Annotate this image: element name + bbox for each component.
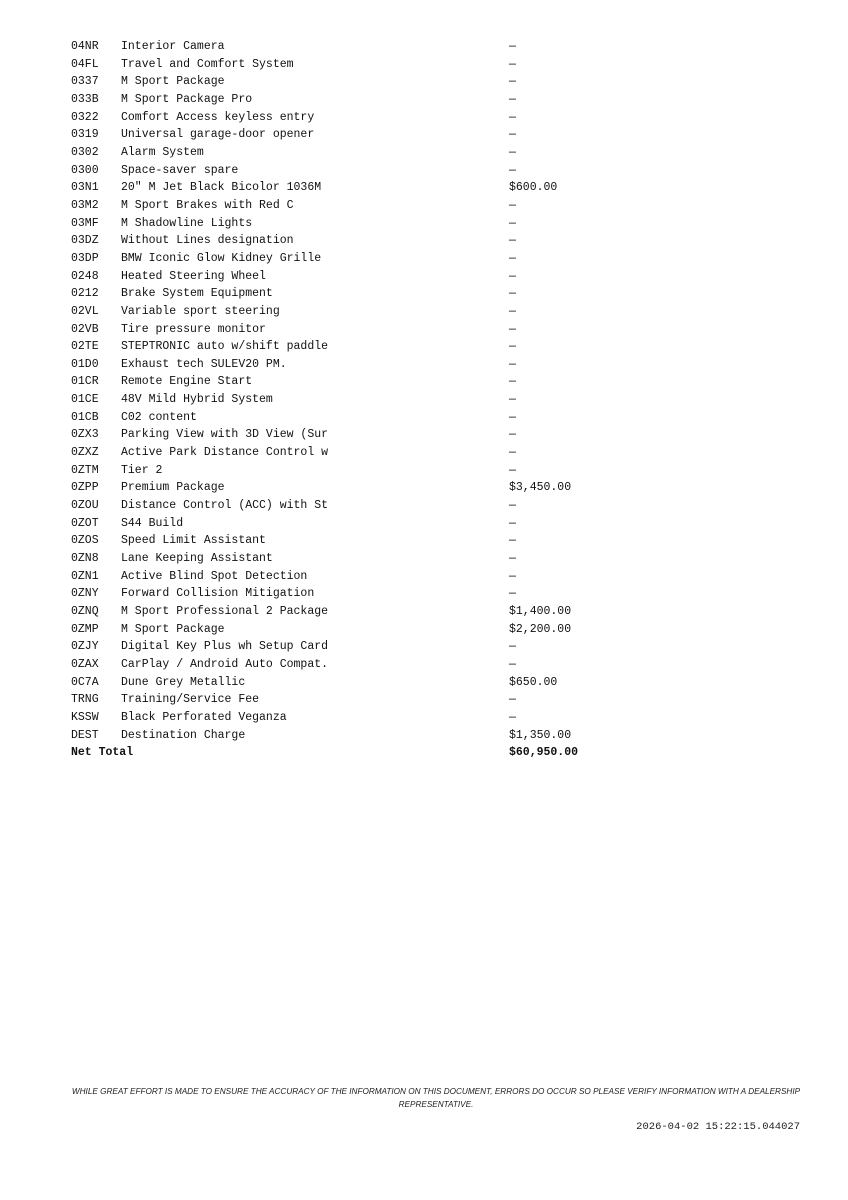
option-code: 03MF (71, 216, 99, 230)
option-price: — (509, 128, 516, 142)
option-row (71, 38, 599, 56)
option-price: — (509, 287, 516, 301)
option-row (71, 444, 599, 462)
option-code: 0319 (71, 128, 99, 142)
option-description: M Sport Package Pro (121, 92, 253, 106)
option-price: — (509, 340, 516, 354)
option-row (71, 674, 599, 692)
option-description: Brake System Equipment (121, 287, 273, 301)
option-description: Tire pressure monitor (121, 322, 266, 336)
option-price: — (509, 657, 516, 671)
option-row (71, 56, 599, 74)
option-code: 0337 (71, 75, 99, 89)
option-price: $600.00 (509, 181, 558, 195)
option-code: 0300 (71, 163, 99, 177)
option-price: — (509, 534, 516, 548)
option-description: M Sport Package (121, 75, 225, 89)
option-code: 03N1 (71, 181, 99, 195)
option-row (71, 603, 599, 621)
option-description: M Sport Professional 2 Package (121, 605, 329, 618)
option-description: Variable sport steering (121, 304, 280, 318)
options-table-body (71, 38, 599, 744)
option-code: 0322 (71, 110, 99, 124)
option-price: — (509, 234, 516, 248)
option-description: C02 content (121, 410, 197, 424)
footer-timestamp: 2026-04-02 15:22:15.044027 (636, 1121, 800, 1133)
option-row (71, 162, 599, 180)
net-total-label: Net Total (71, 746, 134, 760)
option-price: $1,350.00 (509, 728, 572, 742)
option-row (71, 391, 599, 409)
option-row (71, 73, 599, 91)
option-code: 0248 (71, 269, 99, 283)
option-description: Without Lines designation (121, 234, 294, 248)
option-row (71, 356, 599, 374)
net-total-value: $60,950.00 (509, 746, 579, 760)
option-price: — (509, 322, 516, 336)
option-code: KSSW (71, 710, 99, 724)
option-description: S44 Build (121, 516, 184, 530)
option-description: 48V Mild Hybrid System (121, 393, 273, 407)
option-price: — (509, 428, 516, 442)
option-description: Tier 2 (121, 463, 163, 477)
option-row (71, 215, 599, 233)
option-code: 0ZN8 (71, 552, 99, 566)
option-description: Heated Steering Wheel (121, 269, 266, 283)
option-row (71, 91, 599, 109)
option-code: 0ZOU (71, 499, 99, 513)
option-row (71, 638, 599, 656)
option-row (71, 585, 599, 603)
option-code: 01CB (71, 410, 99, 424)
option-description: 20" M Jet Black Bicolor 1036M (121, 181, 322, 195)
option-code: 02VL (71, 304, 99, 318)
option-code: TRNG (71, 693, 99, 707)
option-description: Distance Control (ACC) with St (121, 499, 329, 513)
option-description: Interior Camera (121, 40, 225, 53)
option-code: 01D0 (71, 357, 99, 371)
option-code: 0212 (71, 287, 99, 301)
option-description: Dune Grey Metallic (121, 675, 246, 689)
option-price: — (509, 145, 516, 159)
option-row (71, 321, 599, 339)
option-code: 0ZMP (71, 622, 99, 636)
option-price: — (509, 693, 516, 707)
option-price: — (509, 163, 516, 177)
option-row (71, 303, 599, 321)
option-code: 02VB (71, 322, 99, 336)
option-row (71, 232, 599, 250)
option-price: — (509, 393, 516, 407)
option-row (71, 179, 599, 197)
option-description: CarPlay / Android Auto Compat. (121, 657, 329, 671)
option-row (71, 109, 599, 127)
option-row (71, 268, 599, 286)
option-description: M Sport Brakes with Red C (121, 198, 294, 212)
option-price: — (509, 92, 516, 106)
option-price: — (509, 463, 516, 477)
option-code: 04FL (71, 57, 99, 71)
option-description: Premium Package (121, 481, 225, 495)
options-table (71, 38, 599, 762)
option-row (71, 515, 599, 533)
option-description: STEPTRONIC auto w/shift paddle (121, 340, 329, 354)
option-row (71, 532, 599, 550)
option-price: — (509, 216, 516, 230)
option-code: 01CR (71, 375, 99, 389)
option-description: M Shadowline Lights (121, 216, 253, 230)
option-description: Lane Keeping Assistant (121, 552, 273, 566)
option-row (71, 373, 599, 391)
option-row (71, 462, 599, 480)
option-price: $3,450.00 (509, 481, 572, 495)
footer-disclaimer: WHILE GREAT EFFORT IS MADE TO ENSURE THE ACCURACY OF THE INFORMATION ON THIS DOCUMENT, ERRORS DO OCCUR SO PLEASE VERIFY INFORMATION WITH A DEALERSHIP REPRESENTATIVE. (71, 1087, 801, 1109)
option-row (71, 550, 599, 568)
option-price: — (509, 552, 516, 566)
option-description: Exhaust tech SULEV20 PM. (121, 357, 287, 371)
option-price: $1,400.00 (509, 605, 572, 618)
option-description: Comfort Access keyless entry (121, 110, 315, 124)
option-description: BMW Iconic Glow Kidney Grille (121, 251, 322, 265)
option-code: 0ZN1 (71, 569, 99, 583)
option-code: 0ZNQ (71, 605, 99, 618)
option-row (71, 691, 599, 709)
option-price: — (509, 304, 516, 318)
option-price: — (509, 269, 516, 283)
option-code: 0302 (71, 145, 99, 159)
option-description: Universal garage-door opener (121, 128, 315, 142)
option-code: 0ZOT (71, 516, 99, 530)
option-code: 03M2 (71, 198, 99, 212)
option-row (71, 621, 599, 639)
option-price: — (509, 587, 516, 601)
option-price: — (509, 198, 516, 212)
option-row (71, 656, 599, 674)
option-price: — (509, 40, 516, 53)
option-price: — (509, 57, 516, 71)
option-row (71, 285, 599, 303)
option-description: Parking View with 3D View (Sur (121, 428, 329, 442)
option-description: M Sport Package (121, 622, 225, 636)
option-code: 0C7A (71, 675, 99, 689)
option-code: DEST (71, 728, 99, 742)
option-row (71, 409, 599, 427)
option-description: Digital Key Plus wh Setup Card (121, 640, 329, 654)
option-description: Speed Limit Assistant (121, 534, 266, 548)
option-price: — (509, 75, 516, 89)
option-code: 01CE (71, 393, 99, 407)
option-code: 0ZAX (71, 657, 99, 671)
option-price: — (509, 410, 516, 424)
option-row (71, 568, 599, 586)
option-code: 0ZTM (71, 463, 99, 477)
option-description: Forward Collision Mitigation (121, 587, 315, 601)
option-code: 03DZ (71, 234, 99, 248)
option-code: 0ZNY (71, 587, 99, 601)
option-code: 0ZPP (71, 481, 99, 495)
option-code: 04NR (71, 40, 99, 53)
option-description: Active Park Distance Control w (121, 446, 329, 460)
option-price: $650.00 (509, 675, 558, 689)
option-description: Travel and Comfort System (121, 57, 294, 71)
option-description: Black Perforated Veganza (121, 710, 287, 724)
option-code: 033B (71, 92, 99, 106)
option-description: Training/Service Fee (121, 693, 260, 707)
option-price: — (509, 251, 516, 265)
option-code: 0ZJY (71, 640, 99, 654)
option-price: — (509, 569, 516, 583)
option-description: Alarm System (121, 145, 204, 159)
option-price: — (509, 640, 516, 654)
option-row (71, 479, 599, 497)
option-price: — (509, 110, 516, 124)
option-row (71, 250, 599, 268)
option-code: 0ZOS (71, 534, 99, 548)
option-description: Active Blind Spot Detection (121, 569, 308, 583)
option-code: 02TE (71, 340, 99, 354)
option-description: Destination Charge (121, 728, 246, 742)
option-price: — (509, 710, 516, 724)
net-total-row (71, 744, 599, 762)
option-row (71, 709, 599, 727)
option-row (71, 426, 599, 444)
option-price: $2,200.00 (509, 622, 572, 636)
option-price: — (509, 446, 516, 460)
option-row (71, 338, 599, 356)
option-price: — (509, 516, 516, 530)
option-code: 0ZX3 (71, 428, 99, 442)
option-description: Remote Engine Start (121, 375, 253, 389)
option-row (71, 197, 599, 215)
option-row (71, 727, 599, 745)
option-price: — (509, 357, 516, 371)
option-code: 03DP (71, 251, 99, 265)
option-row (71, 144, 599, 162)
option-description: Space-saver spare (121, 163, 239, 177)
option-price: — (509, 375, 516, 389)
option-code: 0ZXZ (71, 446, 99, 460)
option-row (71, 497, 599, 515)
option-price: — (509, 499, 516, 513)
option-row (71, 126, 599, 144)
